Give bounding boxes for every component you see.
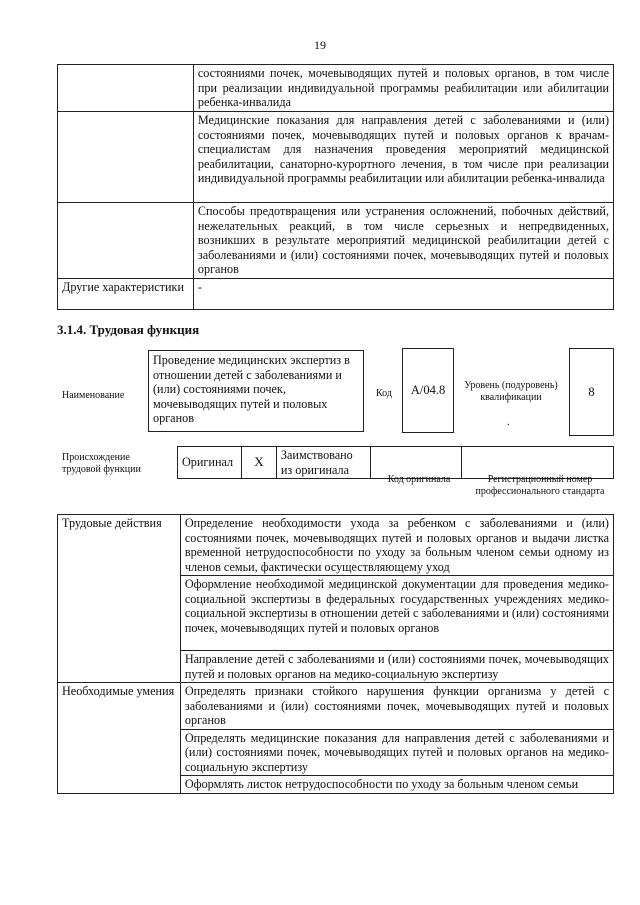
origin-label: Происхождение трудовой функции [62,452,141,475]
row-label [58,203,194,279]
original-label: Оригинал [178,447,242,479]
original-mark: X [241,447,276,479]
item-text: Оформление необходимой медицинской документации для проведения медико-социальной экспертизы в федеральных государственных учреждениях медико-социальной экспертизы в отношении детей с заболеваниями и (или) состояниями почек, мочевыводящих путей и половых органов [180,576,613,651]
table-row [58,515,614,576]
level-label: Уровень (подуровень) квалификации [464,380,558,403]
reg-caption: Регистрационный номер профессионального стандарта [475,474,605,497]
table-row [58,203,614,279]
table-row [58,65,614,112]
row-label [58,112,194,203]
function-name: Проведение медицинских экспертиз в отношении детей с заболеваниями и (или) состояниями почек, мочевыводящих путей и половых органов [148,350,364,432]
name-label: Наименование [62,390,125,401]
group-label: Необходимые умения [58,683,181,794]
table-row [58,112,614,203]
continuation-table [57,64,614,310]
labor-function-table [57,514,614,794]
row-text: Способы предотвращения или устранения осложнений, побочных действий, нежелательных реакций, в том числе серьезных и непредвиденных, возникших в результате мероприятий медицинской реабилитации детей с заболеваниями и (или) состояниями почек, мочевыводящих путей и половых органов [193,203,613,279]
item-text: Определять медицинские показания для направления детей с заболеваниями и (или) состояниями почек, мочевыводящих путей и половых органов на медико-социальную экспертизу [180,729,613,776]
level-value: 8 [569,348,614,436]
row-label [58,65,194,112]
section-title: 3.1.4. Трудовая функция [57,322,200,337]
table-row [58,278,614,309]
row-label: Другие характеристики [58,278,194,309]
code-caption: Код оригинала [387,474,451,485]
row-text: - [193,278,613,309]
borrowed-label: Заимствовано из оригинала [276,447,370,479]
item-text: Направление детей с заболеваниями и (или) состояниями почек, мочевыводящих путей и половых органов на медико-социальную экспертизу [180,651,613,683]
item-text: Определять признаки стойкого нарушения функции организма у детей с заболеваниями и (или) состояниями почек, мочевыводящих путей и половых органов [180,683,613,730]
page-number: 19 [314,38,326,52]
group-label: Трудовые действия [58,515,181,683]
row-text: состояниями почек, мочевыводящих путей и половых органов, в том числе при реализации индивидуальной программы реабилитации или абилитации ребенка-инвалида [193,65,613,112]
table-row [58,683,614,730]
item-text: Оформлять листок нетрудоспособности по уходу за больным членом семьи [180,776,613,794]
code-label: Код [376,388,392,399]
item-text: Определение необходимости ухода за ребенком с заболеваниями и (или) состояниями почек, мочевыводящих путей и половых органов и выдачи листка временной нетрудоспособности по уходу за больным членом семьи одному из членов семьи, фактически осуществляющему уход [180,515,613,576]
row-text: Медицинские показания для направления детей с заболеваниями и (или) состояниями почек, мочевыводящих путей и половых органов к врачам-специалистам для назначения проведения мероприятий медицинской реабилитации, санаторно-курортного лечения, в том числе при реализации индивидуальной программы реабилитации или абилитации ребенка-инвалида [193,112,613,203]
code-value: А/04.8 [402,348,454,433]
level-dot: . [507,416,510,428]
